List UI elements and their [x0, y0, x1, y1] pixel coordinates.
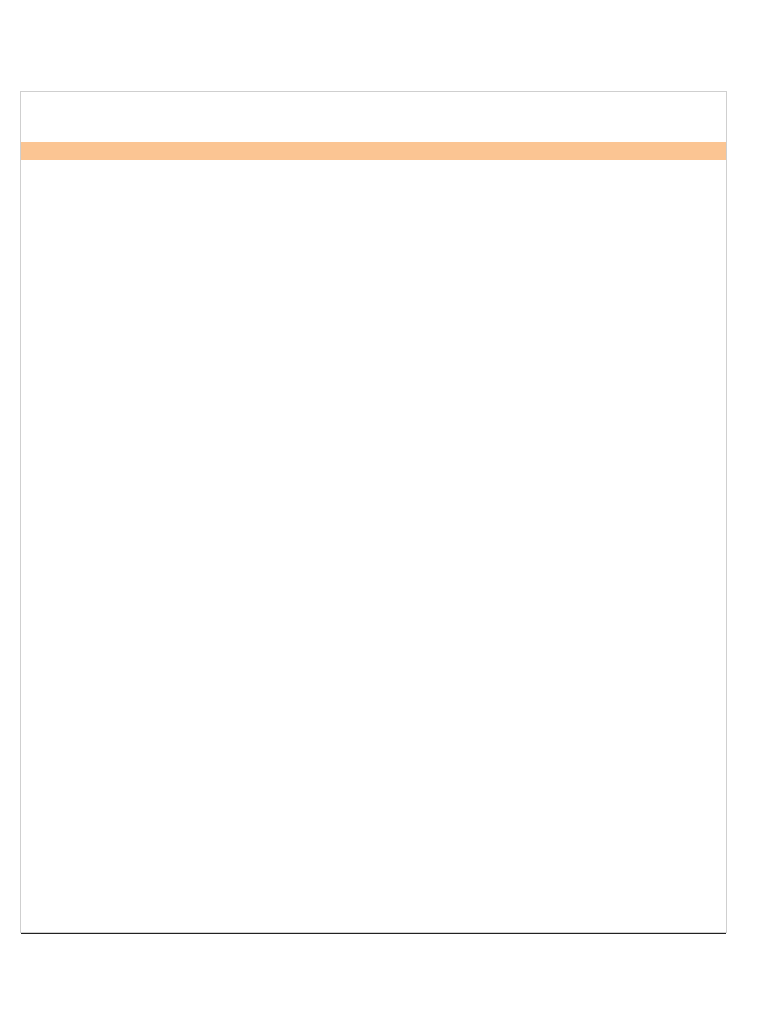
- column-header-row: [21, 160, 726, 197]
- grid-bottom-border: [21, 933, 726, 934]
- header-band: [21, 142, 726, 160]
- journal-grid: [21, 197, 726, 933]
- page-title: [21, 92, 726, 142]
- journal-sheet: [20, 91, 727, 933]
